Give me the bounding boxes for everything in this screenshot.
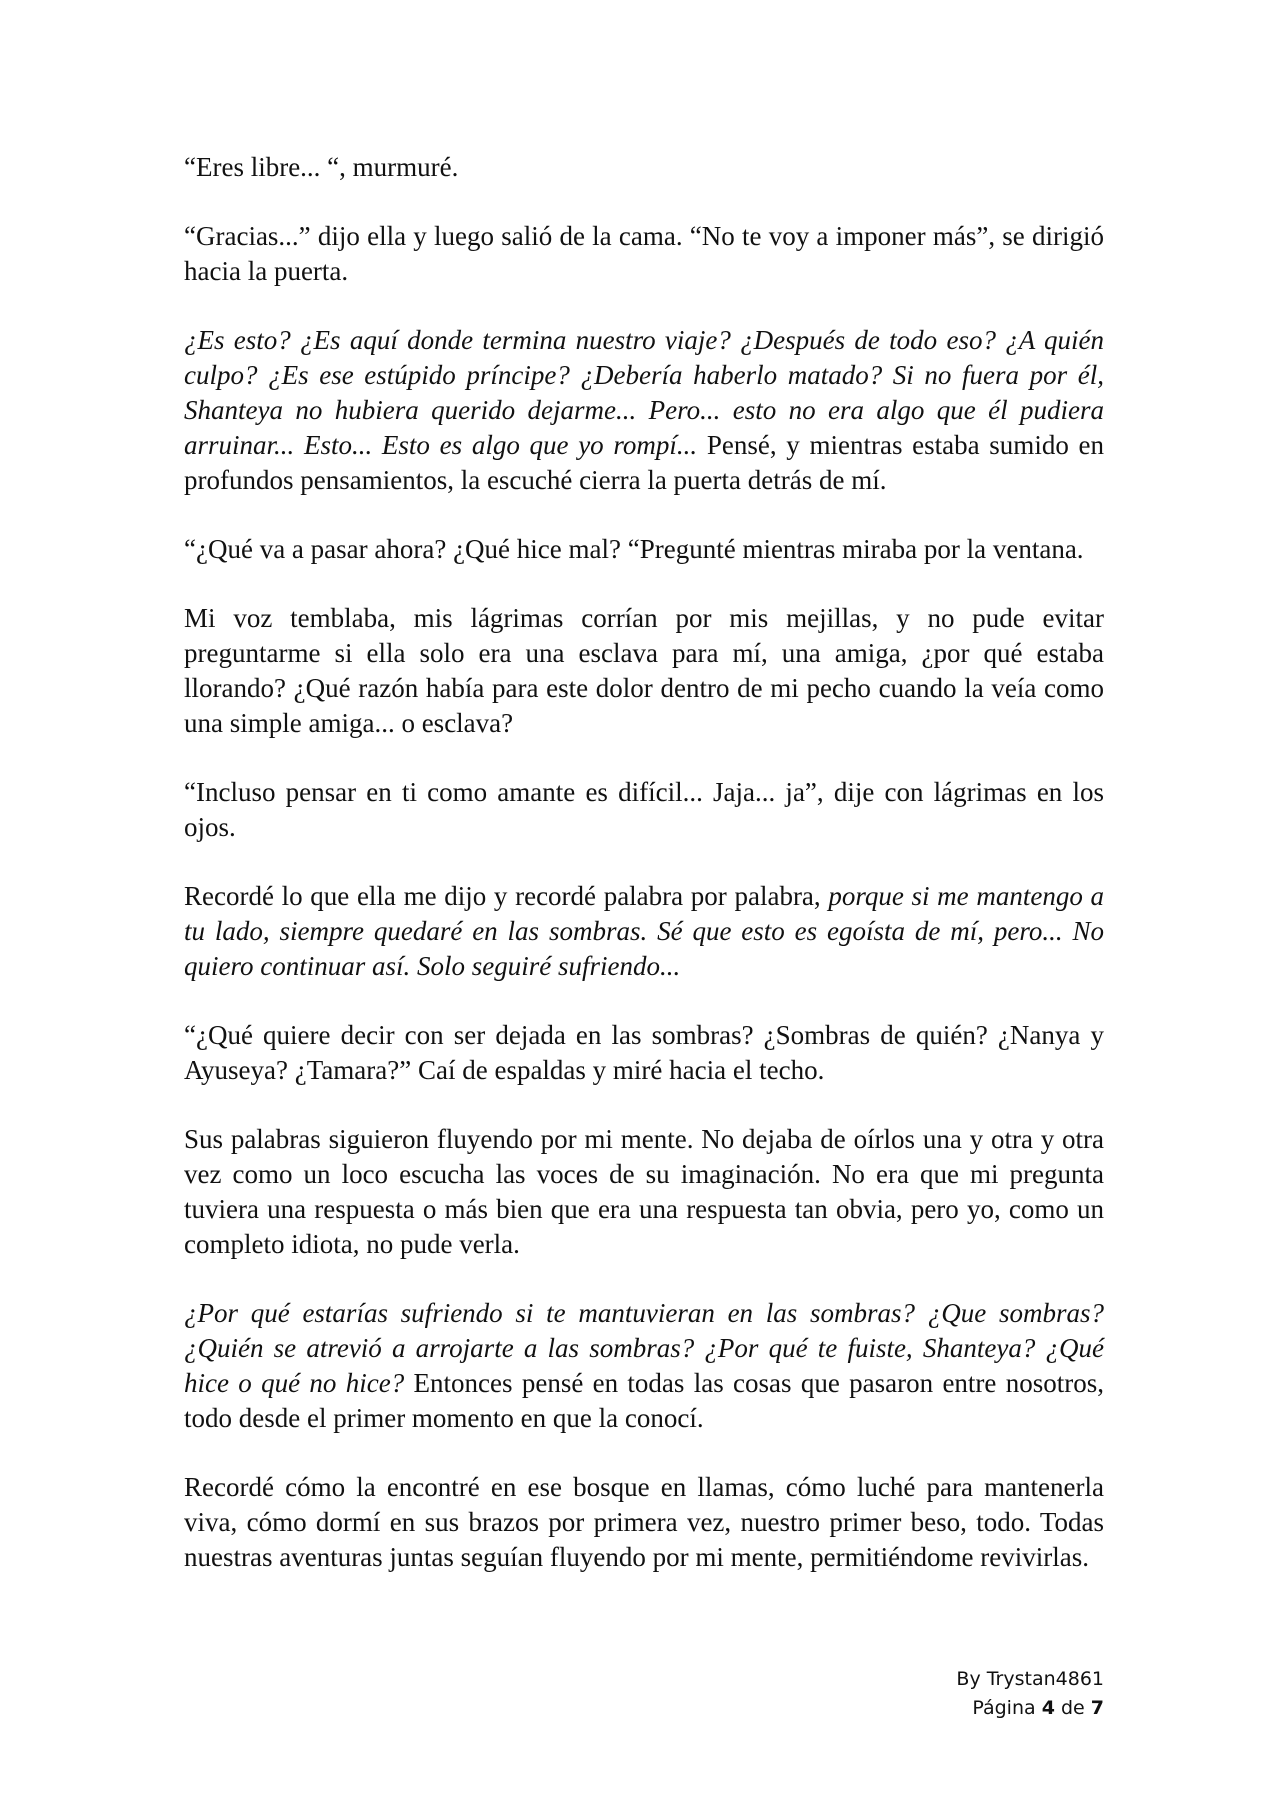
page-footer [956,1665,1104,1723]
footer-page-current: 4 [1041,1697,1055,1719]
paragraph [184,219,1104,289]
paragraph [184,879,1104,984]
footer-page-prefix: Página [972,1697,1042,1719]
text-segment: Pensé, y mientras estaba sumido en profundos pensamientos, la escuché cierra la puerta detrás de mí. [184,430,1104,495]
italic-text: ¿Por qué estarías sufriendo si te mantuvieran en las sombras? ¿Que sombras? ¿Quién se atrevió a arrojarte a las sombras? ¿Por qué te fuiste, Shanteya? ¿Qué hice o qué no hice? [184,1298,1104,1398]
paragraph [184,601,1104,741]
text-segment: “Incluso pensar en ti como amante es difícil... Jaja... ja”, dije con lágrimas en los ojos. [184,777,1104,842]
text-segment: Recordé cómo la encontré en ese bosque en llamas, cómo luché para mantenerla viva, cómo dormí en sus brazos por primera vez, nuestro primer beso, todo. Todas nuestras aventuras juntas seguían fluyendo por mi mente, permitiéndome revivirlas. [184,1472,1104,1572]
text-segment: “Eres libre... “, murmuré. [184,152,459,182]
paragraph [184,1018,1104,1088]
paragraph [184,1470,1104,1575]
paragraph [184,1296,1104,1436]
footer-page-total: 7 [1090,1697,1104,1719]
body-text [184,150,1104,1609]
text-segment: “Gracias...” dijo ella y luego salió de la cama. “No te voy a imponer más”, se dirigió hacia la puerta. [184,221,1104,286]
paragraph [184,532,1104,567]
footer-author: By Trystan4861 [956,1668,1104,1690]
text-segment: Entonces pensé en todas las cosas que pasaron entre nosotros, todo desde el primer momento en que la conocí. [184,1368,1104,1433]
text-segment: “¿Qué quiere decir con ser dejada en las sombras? ¿Sombras de quién? ¿Nanya y Ayuseya? ¿Tamara?” Caí de espaldas y miré hacia el techo. [184,1020,1104,1085]
paragraph [184,1122,1104,1262]
paragraph [184,323,1104,498]
text-segment: Sus palabras siguieron fluyendo por mi mente. No dejaba de oírlos una y otra y otra vez como un loco escucha las voces de su imaginación. No era que mi pregunta tuviera una respuesta o más bien que era una respuesta tan obvia, pero yo, como un completo idiota, no pude verla. [184,1124,1104,1259]
footer-page-number [956,1694,1104,1723]
footer-page-sep: de [1054,1697,1091,1719]
text-segment: Recordé lo que ella me dijo y recordé palabra por palabra, [184,881,829,911]
text-segment: “¿Qué va a pasar ahora? ¿Qué hice mal? “Pregunté mientras miraba por la ventana. [184,534,1084,564]
paragraph [184,150,1104,185]
text-segment: Mi voz temblaba, mis lágrimas corrían por mis mejillas, y no pude evitar preguntarme si ella solo era una esclava para mí, una amiga, ¿por qué estaba llorando? ¿Qué razón había para este dolor dentro de mi pecho cuando la veía como una simple amiga... o esclava? [184,603,1104,738]
italic-text: porque si me mantengo a tu lado, siempre quedaré en las sombras. Sé que esto es egoísta de mí, pero... No quiero continuar así. Solo seguiré sufriendo... [184,881,1104,981]
paragraph [184,775,1104,845]
italic-text: ¿Es esto? ¿Es aquí donde termina nuestro viaje? ¿Después de todo eso? ¿A quién culpo? ¿Es ese estúpido príncipe? ¿Debería haberlo matado? Si no fuera por él, Shanteya no hubiera querido dejarme... Pero... esto no era algo que él pudiera arruinar... Esto... Esto es algo que yo rompí... [184,325,1104,460]
